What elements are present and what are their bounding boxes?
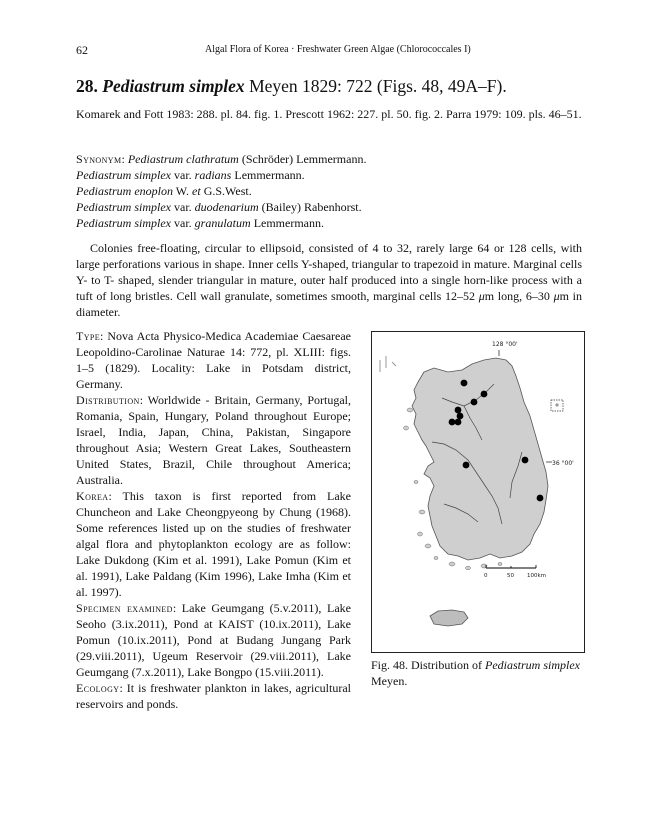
synonym-authority: (Schröder) Lemmermann. — [238, 152, 367, 166]
synonym-line — [76, 183, 586, 199]
micro-symbol: μ — [553, 289, 560, 303]
sample-point — [455, 407, 462, 414]
distribution-text: : Worldwide - Britain, Germany, Portugal, Romania, Spain, Hungary, Poland throughout Europe; Israel, India, Japan, China, Pakistan, Singapore throughout Asia; Western Great Lakes, Southeastern United States, Brazil, Chile throughout America; Australia. — [76, 393, 351, 487]
latitude-label: 36 °00' — [552, 460, 574, 467]
synonym-authority: Lemmermann. — [250, 216, 324, 230]
references: Komarek and Fott 1983: 288. pl. 84. fig. 1. Prescott 1962: 227. pl. 50. fig. 2. Parra 1979: 109. pls. 46–51. — [76, 107, 582, 121]
ecology-section — [76, 680, 351, 712]
description-text: m in diameter. — [76, 289, 582, 319]
synonym-rank: W. — [173, 184, 193, 198]
scale-label-50: 50 — [507, 573, 514, 579]
synonym-authority: (Bailey) Rabenhorst. — [258, 200, 362, 214]
page-number: 62 — [76, 43, 88, 57]
running-title: Algal Flora of Korea · Freshwater Green Algae (Chlorococcales I) — [205, 44, 471, 55]
specimen-text: : Lake Geumgang (5.v.2011), Lake Seoho (3.ix.2011), Pond at KAIST (10.ix.2011), Lake Pomun (10.ix.2011), Pond at Budang Jungang Park (29.viii.2011), Ugeum Reservoir (29.viii.2011), Lake Geumgang (7.x.2011), Lake Bongpo (15.viii.2011). — [76, 601, 352, 679]
caption-species: Pediastrum simplex — [485, 658, 581, 672]
species-name: Pediastrum simplex — [102, 76, 245, 96]
entry-number: 28. — [76, 76, 98, 96]
synonym-authority: G.S.West. — [200, 184, 252, 198]
korea-map-svg — [372, 332, 584, 652]
korea-text: : This taxon is first reported from Lake Chuncheon and Lake Cheongpyeong by Chung (1968). Some references listed up on the studies of freshwater algal flora and phytoplankton ecology are as follow: Lake Dukdong (Kim et al. 1991), Lake Pomun (Kim et al. 1991), Lake Paldang (Kim 1996), Lake Imha (Kim et al. 1997). — [76, 489, 351, 599]
sample-point — [457, 413, 464, 420]
map-edge-marks — [380, 356, 396, 372]
species-authority: Meyen 1829: 722 (Figs. 48, 49A–F). — [249, 76, 507, 96]
scale-label-100km: 100km — [527, 573, 547, 579]
type-text: : Nova Acta Physico-Medica Academiae Caesareae Leopoldino-Carolinae Naturae 14: 772, pl. XLIII: figs. 1–5 (1829). Locality: Lake in Potsdam district, Germany. — [76, 329, 351, 391]
description-paragraph — [76, 240, 582, 320]
synonym-epithet: duodenarium — [194, 200, 259, 214]
distribution-label: Distribution — [76, 393, 140, 407]
caption-text: Meyen. — [371, 674, 408, 688]
jeju-island — [430, 610, 468, 626]
synonym-name: Pediastrum enoplon — [76, 184, 173, 198]
korea-section — [76, 488, 351, 600]
synonym-line — [76, 199, 586, 215]
korea-label: Korea — [76, 489, 109, 503]
synonym-epithet: radians — [194, 168, 232, 182]
description-text: Colonies free-floating, circular to ellipsoid, consisted of 4 to 32, rarely large 64 or 128 cells, with large perforations various in shape. Inner cells Y-shaped, triangular to trapezoid in mature. Marginal cells Y- to T- shaped, slender triangular in mature, outer half produced into a single horn-like process with a tuft of long bristles. Cell wall granulate, sometimes smooth, marginal cells 12–52 — [76, 241, 582, 303]
synonym-rank: var. — [171, 168, 195, 182]
caption-text: Fig. 48. Distribution of — [371, 658, 486, 672]
sample-point — [455, 419, 462, 426]
type-label: Type — [76, 329, 101, 343]
scale-label-0: 0 — [484, 573, 488, 579]
sample-point — [481, 391, 488, 398]
synonym-line: Synonym: Pediastrum clathratum (Schröder) Lemmermann. — [76, 152, 367, 166]
synonyms-block — [76, 151, 586, 231]
micro-symbol: μ — [478, 289, 485, 303]
ecology-text: : It is freshwater plankton in lakes, agricultural reservoirs and ponds. — [76, 681, 351, 711]
synonym-label: Synonym — [76, 152, 122, 166]
ecology-label: Ecology — [76, 681, 120, 695]
longitude-label: 128 °00' — [492, 341, 518, 348]
sample-point — [522, 457, 529, 464]
sample-point — [471, 399, 478, 406]
synonym-name: Pediastrum simplex — [76, 216, 171, 230]
entry-title — [76, 76, 507, 97]
sample-point — [461, 380, 468, 387]
sample-point — [463, 462, 470, 469]
synonym-line — [76, 167, 586, 183]
synonym-name: Pediastrum simplex — [76, 200, 171, 214]
synonym-name: Pediastrum clathratum — [127, 152, 239, 166]
distribution-map — [371, 331, 585, 653]
synonym-rank: var. — [171, 200, 195, 214]
description-text: m long, 6–30 — [484, 289, 554, 303]
figure-caption — [371, 657, 586, 689]
ulleung-island — [555, 403, 558, 406]
synonym-epithet: granulatum — [194, 216, 251, 230]
synonym-line — [76, 215, 586, 231]
distribution-section — [76, 392, 351, 488]
type-section — [76, 328, 351, 392]
sample-point — [537, 495, 544, 502]
sample-point — [449, 419, 456, 426]
synonym-epithet: et — [192, 184, 201, 198]
synonym-rank: var. — [171, 216, 195, 230]
specimen-section — [76, 600, 351, 680]
scale-bar — [484, 565, 546, 579]
synonym-name: Pediastrum simplex — [76, 168, 171, 182]
left-column — [76, 328, 351, 712]
specimen-label: Specimen examined — [76, 601, 173, 615]
synonym-authority: Lemmermann. — [231, 168, 305, 182]
